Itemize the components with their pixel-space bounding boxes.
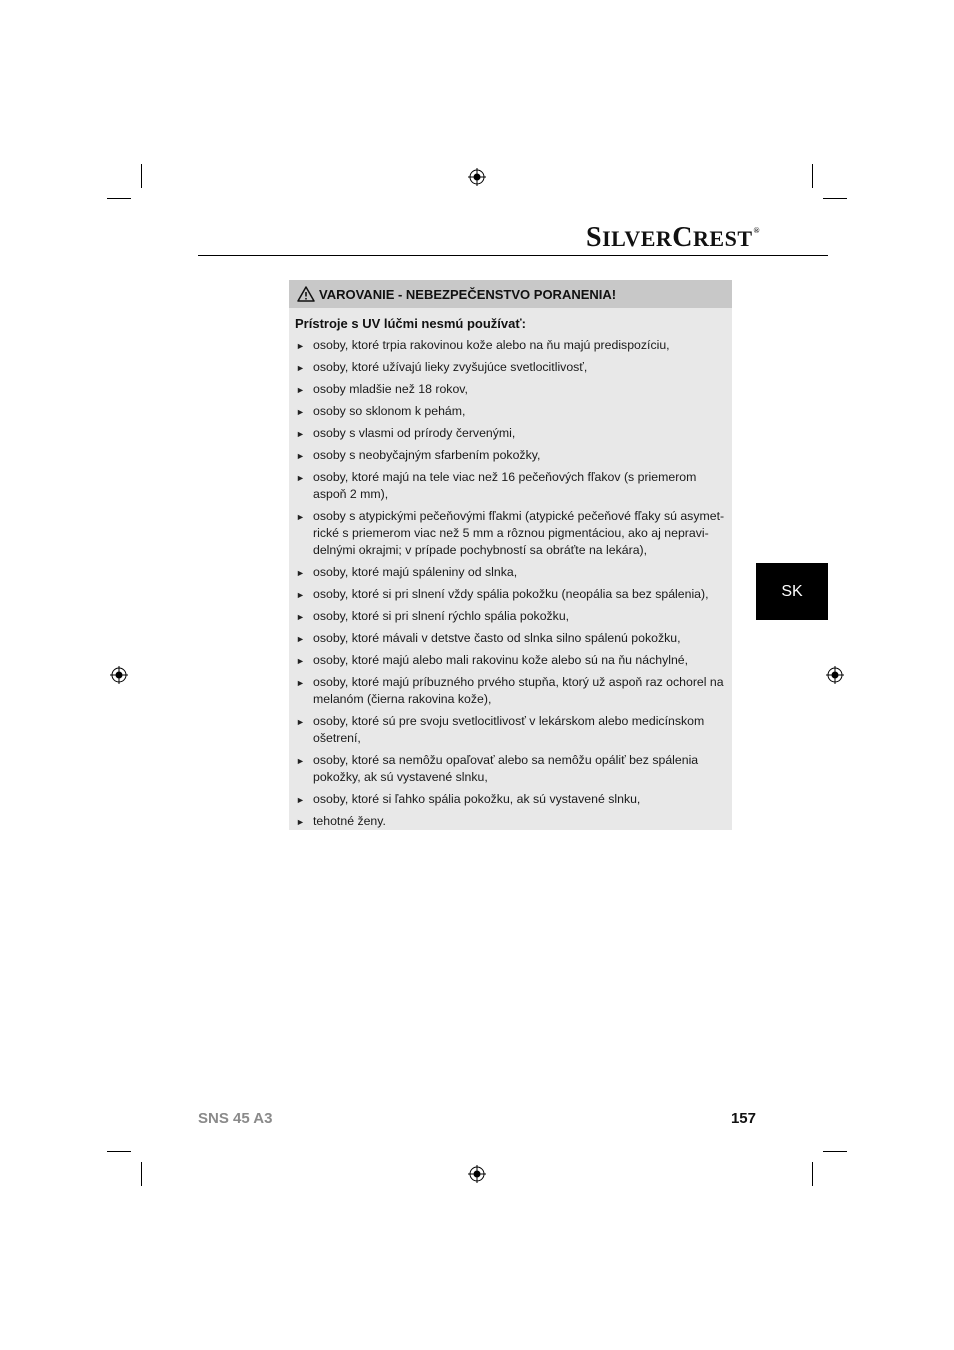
list-item: ► osoby s atypickými pečeňovými fľakmi (atypické pečeňové fľaky sú asymet-rické s priemerom viac než 5 mm a rôznou pigmentáciou, ako aj nepravi-delnými okrajmi; v prípade pochybností sa obráťte na lekára), [296, 509, 725, 557]
bullet-arrow-icon: ► [296, 590, 305, 600]
warning-intro: Prístroje s UV lúčmi nesmú používať: [295, 316, 526, 331]
list-item: ► osoby, ktoré si pri slnení vždy spália pokožku (neopália sa bez spálenia), [295, 586, 726, 603]
list-item: ► osoby, ktoré si pri slnení rýchlo spália pokožku, [295, 608, 726, 625]
bullet-arrow-icon: ► [296, 817, 305, 827]
bullet-arrow-icon: ► [296, 407, 305, 417]
list-item: ► osoby s neobyčajným sfarbením pokožky, [295, 447, 726, 464]
list-item: ► osoby, ktoré sa nemôžu opaľovať alebo sa nemôžu opáliť bez spálenia pokožky, ak sú vystavené slnku, [296, 753, 699, 784]
list-item: ► tehotné ženy. [295, 813, 726, 830]
list-item: ► osoby, ktoré majú alebo mali rakovinu kože alebo sú na ňu náchylné, [295, 652, 726, 669]
warning-header [289, 280, 732, 308]
list-item: ► osoby, ktoré mávali v detstve často od slnka silno spálenú pokožku, [295, 630, 726, 647]
list-item: ► osoby, ktoré trpia rakovinou kože alebo na ňu majú predispozíciu, [295, 337, 726, 354]
brand-initial: C [672, 222, 694, 253]
crop-mark [812, 1162, 813, 1186]
bullet-arrow-icon: ► [296, 512, 305, 522]
list-item: ► osoby, ktoré majú príbuzného prvého stupňa, ktorý už aspoň raz ochorel na melanóm (čierna rakovina kože), [296, 675, 724, 706]
crop-mark [107, 198, 131, 199]
brand-initial: S [586, 222, 603, 253]
crop-mark [107, 1151, 131, 1152]
bullet-arrow-icon: ► [296, 756, 305, 766]
bullet-arrow-icon: ► [296, 656, 305, 666]
registration-mark-icon [468, 1165, 486, 1183]
list-item: ► osoby mladšie než 18 rokov, [295, 381, 726, 398]
crop-mark [823, 198, 847, 199]
list-item: ► osoby so sklonom k pehám, [295, 403, 726, 420]
list-item: ► osoby s vlasmi od prírody červenými, [295, 425, 726, 442]
list-item: ► osoby, ktoré si ľahko spália pokožku, ak sú vystavené slnku, [295, 791, 726, 808]
bullet-arrow-icon: ► [296, 451, 305, 461]
brand-text: ILVER [602, 226, 673, 251]
bullet-arrow-icon: ► [296, 795, 305, 805]
registration-mark-icon [468, 168, 486, 186]
warning-title: VAROVANIE - NEBEZPEČENSTVO PORANENIA! [319, 286, 617, 302]
language-tab: SK [756, 563, 828, 620]
list-item: ► osoby, ktoré majú spáleniny od slnka, [295, 564, 726, 581]
bullet-arrow-icon: ► [296, 678, 305, 688]
warning-list [289, 337, 732, 830]
registered-mark: ® [753, 226, 760, 235]
header-rule [198, 255, 828, 256]
list-item: ► osoby, ktoré sú pre svoju svetlocitlivosť v lekárskom alebo medicínskom ošetrení, [296, 714, 705, 745]
crop-mark [141, 1162, 142, 1186]
bullet-arrow-icon: ► [296, 473, 305, 483]
bullet-arrow-icon: ► [296, 341, 305, 351]
list-item: ► osoby, ktoré užívajú lieky zvyšujúce svetlocitlivosť, [295, 359, 726, 376]
warning-triangle-icon [297, 286, 315, 302]
warning-box [289, 280, 732, 830]
bullet-arrow-icon: ► [296, 385, 305, 395]
registration-mark-icon [110, 666, 128, 684]
list-item: ► osoby, ktoré majú na tele viac než 16 pečeňových fľakov (s priemerom aspoň 2 mm), [296, 470, 697, 501]
crop-mark [141, 164, 142, 188]
brand-text: REST [693, 226, 753, 251]
bullet-arrow-icon: ► [296, 568, 305, 578]
footer-model-number: SNS 45 A3 [198, 1110, 273, 1127]
page-number: 157 [730, 1110, 756, 1127]
crop-mark [823, 1151, 847, 1152]
crop-mark [812, 164, 813, 188]
bullet-arrow-icon: ► [296, 717, 305, 727]
bullet-arrow-icon: ► [296, 612, 305, 622]
bullet-arrow-icon: ► [296, 363, 305, 373]
brand-logo [560, 222, 760, 254]
registration-mark-icon [826, 666, 844, 684]
bullet-arrow-icon: ► [296, 634, 305, 644]
bullet-arrow-icon: ► [296, 429, 305, 439]
